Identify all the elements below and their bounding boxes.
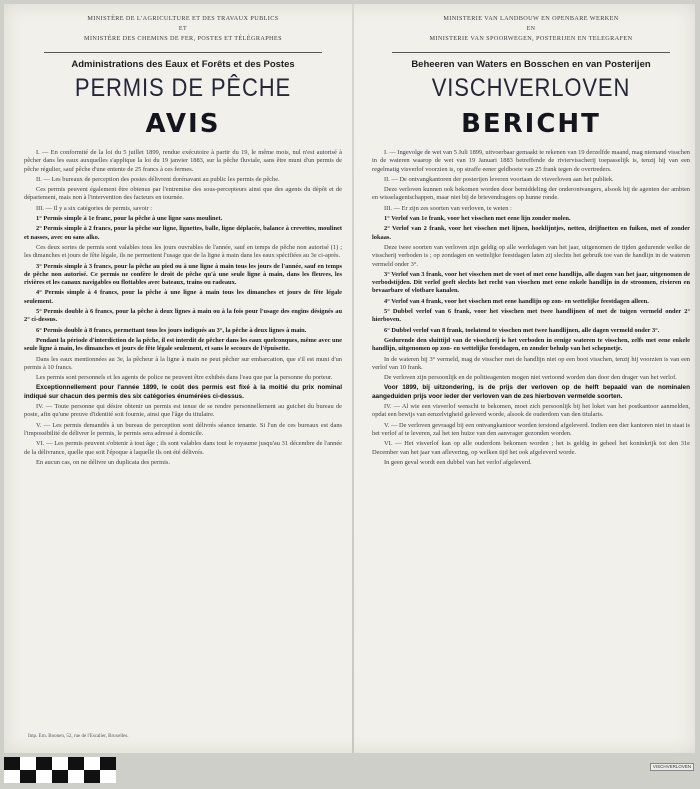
- paragraph-nl: 4° Verlof van 4 frank, voor het visschen met eene handlijn op zon- en wettelijke feestdagen alleen.: [384, 297, 649, 305]
- ministry-et-nl: EN: [526, 26, 536, 32]
- paragraph-fr: 1° Permis simple à 1e franc, pour la pêche à une ligne sans moulinet.: [36, 215, 223, 223]
- paragraph-nl: I. — Ingevolge de wet van 5 Juli 1899, uitvoerbaar gemaakt te rekenen van 19 derzelfde maand, mag niemand visschen in de wateren waarop de wet van 19 Januari 1883 betreffende de riviervisscherij toepasselijk is, tenzij hij van een regelmatig visverlof voorzien is, op straffe eener geldboete van 25 frank tegen de overtreders.: [372, 149, 690, 173]
- paragraph-nl: 6° Dubbel verlof van 8 frank, toelatend te visschen met twee handlijnen, alle dagen vermeld onder 3°.: [384, 326, 660, 334]
- paragraph-fr: VI. — Les permis peuvent s'obtenir à tout âge ; ils sont valables dans tout le royaume jusqu'au 31 décembre de l'année de la délivrance, quelle que soit l'époque à laquelle ils ont été délivrés.: [24, 440, 342, 456]
- paragraph-fr: 4° Permis simple à 4 francs, pour la pêche à une ligne à main tous les dimanches et jours de fête légale seulement.: [24, 289, 342, 305]
- paragraph-fr: 6° Permis double à 8 francs, permettant tous les jours indiqués au 3°, la pêche à deux lignes à main.: [36, 326, 307, 334]
- paragraph-fr: Pendant la période d'interdiction de la pêche, il est interdit de pêcher dans les eaux quelconques, même avec une seule ligne à main, les dimanches et jours de fête légale seulement, et sans le secours de l'épuisette.: [24, 336, 342, 353]
- paragraph-nl: De verloven zijn persoonlijk en de politieagenten mogen niet vertoond worden dan door den drager van het verlof.: [384, 374, 677, 382]
- ministry-line2-fr: MINISTÈRE DES CHEMINS DE FER, POSTES ET TÉLÉGRAPHES: [84, 35, 282, 42]
- paragraph-fr: Les permis sont personnels et les agents de police ne peuvent être exhibés dans l'eau que par la personne du porteur.: [36, 374, 333, 382]
- headline-fr: AVIS: [145, 109, 221, 139]
- header-rule-fr: [44, 52, 322, 53]
- paragraph-nl: III. — Er zijn zes soorten van verloven, te weten :: [384, 204, 512, 212]
- administration-title-nl: Beheeren van Waters en Bosschen en van Posterijen: [411, 59, 651, 70]
- ministry-line1-fr: MINISTÈRE DE L'AGRICULTURE ET DES TRAVAUX PUBLICS: [87, 15, 279, 22]
- paragraph-nl: V. — De verloven gevraagd bij een ontvangkantoor worden terstond afgeleverd. Indien een dier kantoren niet in staat is het verlof af te leveren, zal het ten huize van den aanvrager gezonden worden.: [372, 421, 690, 437]
- paragraph-fr: Dans les eaux mentionnées au 3e, la pêcheur à la ligne à main ne peut pêcher sur embarcation, que s'il est muni d'un permis à 10 francs.: [24, 355, 342, 371]
- color-checker-strip: [4, 757, 116, 783]
- body-text-fr: [24, 149, 342, 467]
- paragraph-nl: 3° Verlof van 3 frank, voor het visschen met de voet of met eene handlijn, alle dagen van het jaar, uitgenomen de verbodstijden. Dit verlof geeft slechts het recht van visschen met eene enkele handlijn in de stroomen, rivieren en bevaarbare of vlotbare kanalen.: [372, 270, 690, 295]
- paragraph-nl: 5° Dubbel verlof van 6 frank, voor het visschen met twee handlijnen of met de tuigen vermeld onder 2° hierboven.: [372, 308, 690, 324]
- paragraph-nl: In de wateren bij 3° vermeld, mag de visscher met de handlijn niet op een boot visschen, tenzij hij voorzien is van een verlof van 10 frank.: [372, 355, 690, 371]
- paragraph-nl: 1° Verlof van 1e frank, voor het visschen met eene lijn zonder molen.: [384, 215, 571, 223]
- paragraph-nl: VI. — Het visverlof kan op alle ouderdom bekomen worden ; het is geldig in geheel het koninkrijk tot den 31e December van het jaar van aflevering, op welken tijd het ook afgeleverd worde.: [372, 440, 690, 456]
- paragraph-fr: I. — En conformité de la loi du 5 juillet 1899, rendue exécutoire à partir du 19, le même mois, nul n'est autorisé à pêcher dans les eaux auxquelles s'applique la loi du 19 janvier 1883, sur la pêche fluviale, sans être muni d'un permis de pêche régulier, sauf pêche d'une entente de 25 francs à ces fermes.: [24, 149, 342, 173]
- subtitle-fr: PERMIS DE PÊCHE: [74, 74, 292, 102]
- paragraph-nl: II. — De ontvangkantoren der posterijen leveren voortaan de visverloven aan het publiek.: [384, 175, 614, 183]
- ministry-line1-nl: MINISTERIE VAN LANDBOUW EN OPENBARE WERKEN: [443, 15, 619, 22]
- french-column: [24, 14, 342, 469]
- paragraph-fr: 5° Permis double à 6 francs, pour la pêche à deux lignes à main ou à la fois pour l'usage des engins désignés au 2° ci-dessus.: [24, 308, 342, 324]
- ministry-et-fr: ET: [178, 26, 188, 32]
- paragraph-nl: 2° Verlof van 2 frank, voor het visschen met lijnen, hoeklijntjes, netten, drijfnetten en fuiken, met of zonder lokaas.: [372, 225, 690, 241]
- paragraph-fr: II. — Les bureaux de perception des postes délivrent dorénavant au public les permis de pêche.: [36, 175, 280, 183]
- paragraph-fr: Ces deux sortes de permis sont valables tous les jours ouvrables de l'année, sauf en temps de pêche non autorisé (1) ; les dimanches et jours de fête légale, ils ne permettent l'usage que de la ligne à main dans les eaux spécifiées au 3e ci-après.: [24, 243, 342, 260]
- paragraph-fr: En aucun cas, on ne délivre un duplicata des permis.: [36, 458, 170, 466]
- subtitle-nl: VISCHVERLOVEN: [431, 74, 631, 102]
- printer-line: Imp. Ern. Boonen, 52, rue de l'Escalier, Bruxelles.: [28, 734, 129, 739]
- paragraph-nl: In geen geval wordt een dubbel van het verlof afgeleverd.: [384, 458, 532, 466]
- paragraph-nl: IV. — Al wie een visverlof wenscht te bekomen, moet zich persoonlijk bij het loket van het postkantoor aanmelden, opdat een bewijs van eenzelvigheid geleverd worde, alsook de ouderdom van den titularis.: [372, 403, 690, 419]
- dutch-column: [372, 14, 690, 469]
- body-text-nl: [372, 149, 690, 467]
- paragraph-fr: Exceptionnellement pour l'année 1899, le coût des permis est fixé à la moitié du prix nominal indiqué sur chacun des permis des six catégories énumérées ci-dessus.: [24, 384, 342, 400]
- center-fold: [352, 4, 354, 753]
- paragraph-nl: Gedurende den sluittijd van de visscherij is het verboden in eenige wateren te visschen, zelfs met eene enkele handlijn, uitgenomen op zon- en wettelijke feestdagen, en zonder behulp van het schepnetje.: [372, 336, 690, 353]
- ministry-header-fr: [24, 14, 342, 44]
- paragraph-fr: IV. — Toute personne qui désire obtenir un permis est tenue de se rendre personnellement au guichet du bureau de poste, afin qu'une preuve d'identité soit fournie, ainsi que l'âge du titulaire.: [24, 403, 342, 419]
- ministry-line2-nl: MINISTERIE VAN SPOORWEGEN, POSTERIJEN EN TELEGRAFEN: [429, 35, 633, 42]
- archive-label: VISCHVERLOVEN: [650, 763, 694, 771]
- paragraph-nl: Deze verloven kunnen ook bekomen worden door bemiddeling der onderontvangers, alsook bij de agenten der ambten en wisselagentschappen, maar niet bij de brievendragers op hunne ronde.: [372, 186, 690, 202]
- paragraph-nl: Voor 1899, bij uitzondering, is de prijs der verloven op de helft bepaald van de nominalen aangeduiden prijs voor ieder der verloven van de zes hierboven vermelde soorten.: [372, 384, 690, 400]
- paragraph-nl: Deze twee soorten van verloven zijn geldig op alle werkdagen van het jaar, uitgenomen de tijden gedurende welke de visscherij verboden is ; op zondagen en wettelijke feestdagen laten zij slechts het gebruik toe van de handlijn in de wateren vermeld onder 3°.: [372, 243, 690, 268]
- paragraph-fr: V. — Les permis demandés à un bureau de perception sont délivrés séance tenante. Si l'un de ces bureaux est dans l'impossibilité de délivrer le permis, le permis sera adressé à domicile.: [24, 421, 342, 437]
- administration-title-fr: Administrations des Eaux et Forêts et des Postes: [71, 59, 295, 70]
- paragraph-fr: 3° Permis simple à 3 francs, pour la pêche au pied ou à une ligne à main tous les jours de l'année, sauf en temps de pêche non autorisé. Ce permis ne confère le droit de pêche qu'à une seule ligne à main, dans les fleuves, les rivières et les canaux navigables ou flottables avec bateaux, trains ou radeaux.: [24, 262, 342, 287]
- headline-nl: BERICHT: [461, 109, 601, 139]
- paragraph-fr: 2° Permis simple à 2 francs, pour la pêche sur ligne, lignettes, balle, ligne déplacée, balance à crevettes, moulinet et nasses, avec ou sans alko.: [24, 225, 342, 241]
- ministry-header-nl: [372, 14, 690, 44]
- paragraph-fr: Ces permis peuvent également être obtenus par l'entremise des sous-percepteurs ainsi que des agents du dépôt et de département, mais non à l'intervention des facteurs en tournée.: [24, 186, 342, 202]
- header-rule-nl: [392, 52, 670, 53]
- paragraph-fr: III. — Il y a six catégories de permis, savoir :: [36, 204, 153, 212]
